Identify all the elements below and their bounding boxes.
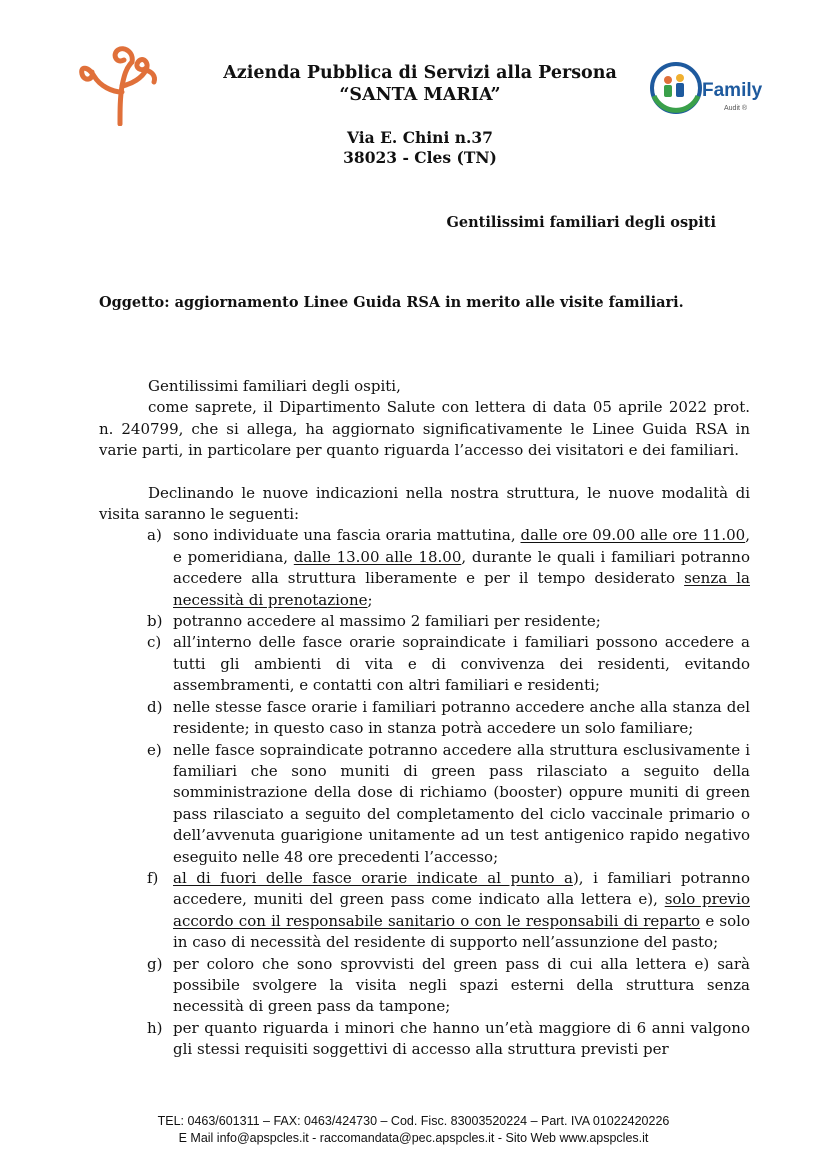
item-text: , durante le quali i familiari potranno accedere alla struttura liberamente e per il tempo desiderato: [173, 547, 751, 588]
subject-line: Oggetto: aggiornamento Linee Guida RSA in merito alle visite familiari.: [99, 294, 684, 311]
underlined-text: solo previo accordo con il responsabile sanitario o con le responsabili di reparto: [173, 890, 750, 930]
footer-emails: E Mail info@apspcles.it - raccomandata@pec.apspcles.it - Sito Web www.apspcles.it: [178, 1131, 649, 1145]
tree-logo-icon: [76, 40, 160, 126]
item-text: all’interno delle fasce orarie sopraindicate i familiari possono accedere a tutti gli ambienti di vita e di convivenza dei residenti, evitando assembramenti, e contatti con altri familiari e residenti;: [173, 633, 750, 695]
list-item-d: [99, 697, 750, 740]
item-text: e solo in caso di necessità del residente di supporto nell’assunzione del pasto;: [173, 911, 750, 952]
item-text: ), i familiari potranno accedere, muniti del green pass come indicato alla lettera e),: [173, 868, 750, 909]
item-label: c): [147, 633, 162, 652]
item-text: , e pomeridiana,: [173, 526, 751, 566]
list-item-e: [99, 740, 750, 868]
item-label: a): [147, 526, 162, 545]
item-text: potranno accedere al massimo 2 familiari per residente;: [173, 612, 601, 631]
item-label: g): [147, 954, 163, 973]
recipient: Gentilissimi familiari degli ospiti: [446, 214, 716, 231]
item-label: d): [147, 697, 163, 716]
list-item-h: [99, 1018, 750, 1061]
visit-rules-list: [99, 525, 750, 1060]
org-name-line2: “SANTA MARIA”: [339, 85, 501, 105]
list-item-g: [99, 954, 750, 1018]
underlined-text: senza la necessità di prenotazione: [173, 569, 750, 609]
item-text: per coloro che sono sprovvisti del green pass di cui alla lettera e) sarà possibile svolgere la visita negli spazi esterni della struttura senza necessità di green pass da tampone;: [173, 954, 750, 1016]
underlined-text: dalle ore 09.00 alle ore 11.00: [520, 526, 746, 545]
item-text: nelle fasce sopraindicate potranno accedere alla struttura esclusivamente i familiari che sono muniti di green pass rilasciato a seguito della somministrazione della dose di richiamo (booster) oppure muniti di green pass rilasciato a seguito del completamento del ciclo vaccinale primario o dell’avvenuta guarigione unitamente ad un test antigenico rapido negativo eseguito nelle 48 ore precedenti l’accesso;: [173, 740, 750, 866]
family-logo-sub: Audit ®: [724, 105, 748, 112]
list-item-a: [99, 525, 750, 611]
item-text: nelle stesse fasce orarie i familiari potranno accedere anche alla stanza del residente; in questo caso in stanza potrà accedere un solo familiare;: [173, 697, 750, 738]
item-label: f): [147, 868, 159, 887]
list-item-b: [99, 611, 750, 632]
address-city: 38023 - Cles (TN): [343, 148, 497, 167]
footer-contacts: TEL: 0463/601311 – FAX: 0463/424730 – Cod. Fisc. 83003520224 – Part. IVA 01022420226: [157, 1114, 670, 1128]
list-item-c: [99, 632, 750, 696]
item-text: ;: [367, 590, 373, 609]
item-text: per quanto riguarda i minori che hanno un’età maggiore di 6 anni valgono gli stessi requisiti soggettivi di accesso alla struttura previsti per: [173, 1018, 750, 1059]
org-name-line1: Azienda Pubblica di Servizi alla Persona: [223, 63, 617, 83]
paragraph-1: come saprete, il Dipartimento Salute con lettera di data 05 aprile 2022 prot. n. 240799, che si allega, ha aggiornato significativamente le Linee Guida RSA in varie parti, in particolare per quanto riguarda l’accesso dei visitatori e dei familiari.: [99, 398, 750, 460]
letter-body: [99, 376, 750, 1061]
underlined-text: al di fuori delle fasce orarie indicate al punto a: [173, 868, 573, 887]
paragraph-2: Declinando le nuove indicazioni nella nostra struttura, le nuove modalità di visita saranno le seguenti:: [99, 483, 750, 524]
salutation: Gentilissimi familiari degli ospiti,: [148, 377, 401, 395]
address-street: Via E. Chini n.37: [347, 128, 493, 147]
item-label: h): [147, 1018, 163, 1037]
item-label: e): [147, 740, 162, 759]
underlined-text: dalle 13.00 alle 18.00: [293, 547, 462, 566]
family-logo-text: Family: [702, 80, 763, 101]
item-text: sono individuate una fascia oraria mattutina,: [173, 526, 521, 545]
list-item-f: [99, 868, 750, 954]
item-label: b): [147, 612, 163, 631]
